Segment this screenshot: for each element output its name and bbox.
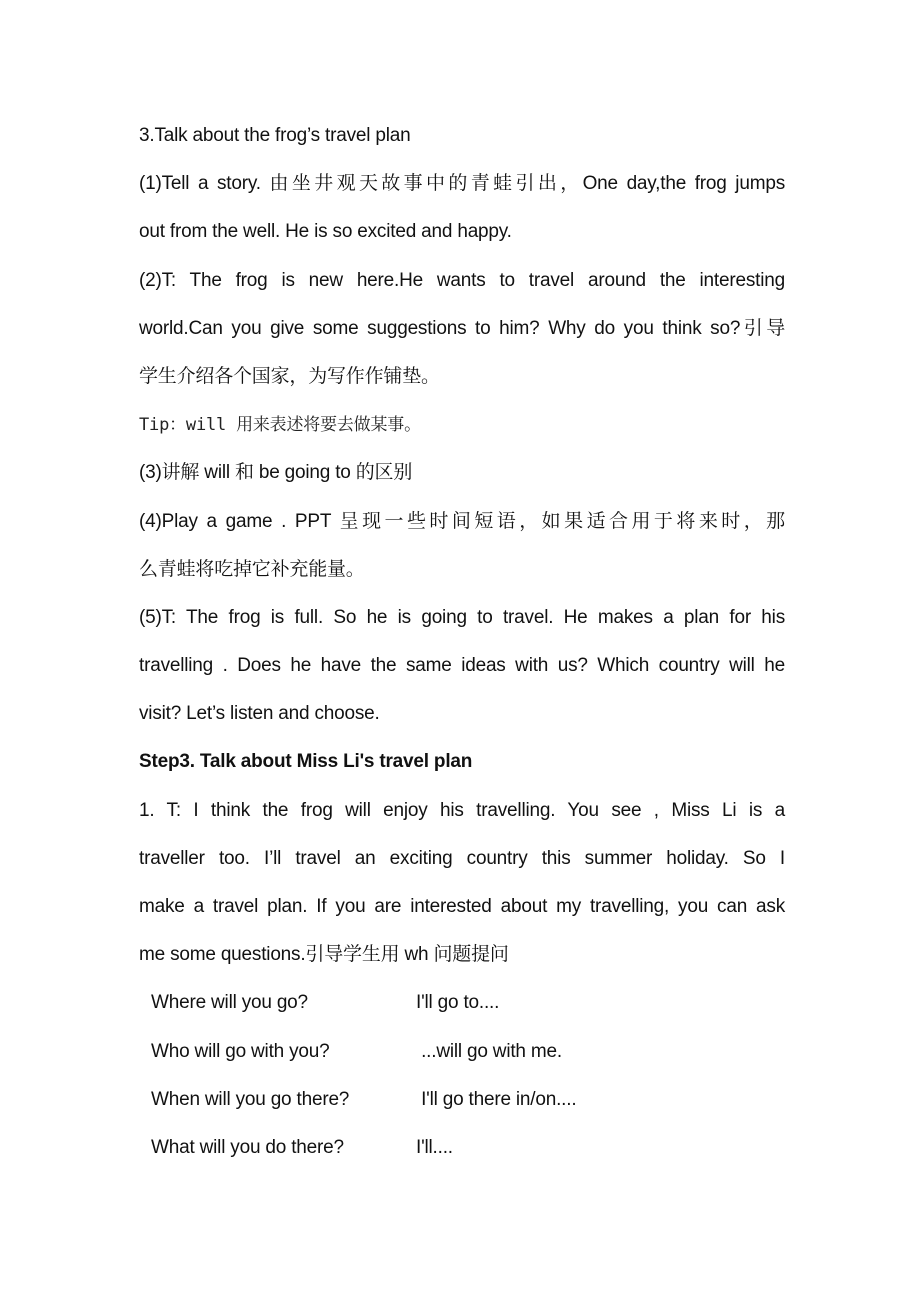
item-4-line-2: 么青蛙将吃掉它补充能量。 <box>139 558 365 580</box>
qa-answer: I'll.... <box>416 1136 453 1158</box>
qa-question: When will you go there? <box>151 1088 350 1110</box>
item-2-line-2: world.Can you give some suggestions to him? Why do you think so?引导 <box>139 317 785 339</box>
item-5-line-2: travelling . Does he have the same ideas with us? Which country will he <box>139 655 785 677</box>
qa-row <box>139 1132 785 1180</box>
tip-line: Tip：will 用来表述将要去做某事。 <box>139 415 421 436</box>
step3-paragraph-line-2: traveller too. I’ll travel an exciting country this summer holiday. So I <box>139 847 785 869</box>
step3-heading: Step3. Talk about Miss Li's travel plan <box>139 751 473 773</box>
qa-answer: I'll go there in/on.... <box>416 1088 577 1110</box>
qa-row <box>139 1036 785 1084</box>
item-5-line-1: (5)T: The frog is full. So he is going to travel. He makes a plan for his <box>139 606 785 628</box>
item-5-line-3: visit? Let’s listen and choose. <box>139 703 380 725</box>
document-page <box>139 120 785 1180</box>
qa-question: Where will you go? <box>151 992 308 1014</box>
item-3-line-1: (3)讲解 will 和 be going to 的区别 <box>139 462 413 484</box>
step3-paragraph-line-3: make a travel plan. If you are interested about my travelling, you can ask <box>139 896 785 917</box>
qa-question: What will you do there? <box>151 1136 344 1158</box>
qa-row <box>139 987 785 1035</box>
qa-answer: ...will go with me. <box>416 1040 562 1062</box>
step3-paragraph-line-1: 1. T: I think the frog will enjoy his travelling. You see , Miss Li is a <box>139 799 785 821</box>
item-2-line-1: (2)T: The frog is new here.He wants to travel around the interesting <box>139 269 785 291</box>
qa-row <box>139 1084 785 1132</box>
section-heading: 3.Talk about the frog’s travel plan <box>139 125 411 146</box>
item-4-line-1: (4)Play a game . PPT 呈现一些时间短语，如果适合用于将来时，那 <box>139 510 785 532</box>
item-1-line-2: out from the well. He is so excited and happy. <box>139 221 512 243</box>
item-2-line-3: 学生介绍各个国家，为写作作铺垫。 <box>139 365 440 387</box>
item-1-line-1: (1)Tell a story. 由坐井观天故事中的青蛙引出，One day,the frog jumps <box>139 173 785 195</box>
step3-paragraph-line-4: me some questions.引导学生用 wh 问题提问 <box>139 944 509 966</box>
qa-question: Who will go with you? <box>151 1040 330 1062</box>
qa-answer: I'll go to.... <box>416 992 500 1014</box>
